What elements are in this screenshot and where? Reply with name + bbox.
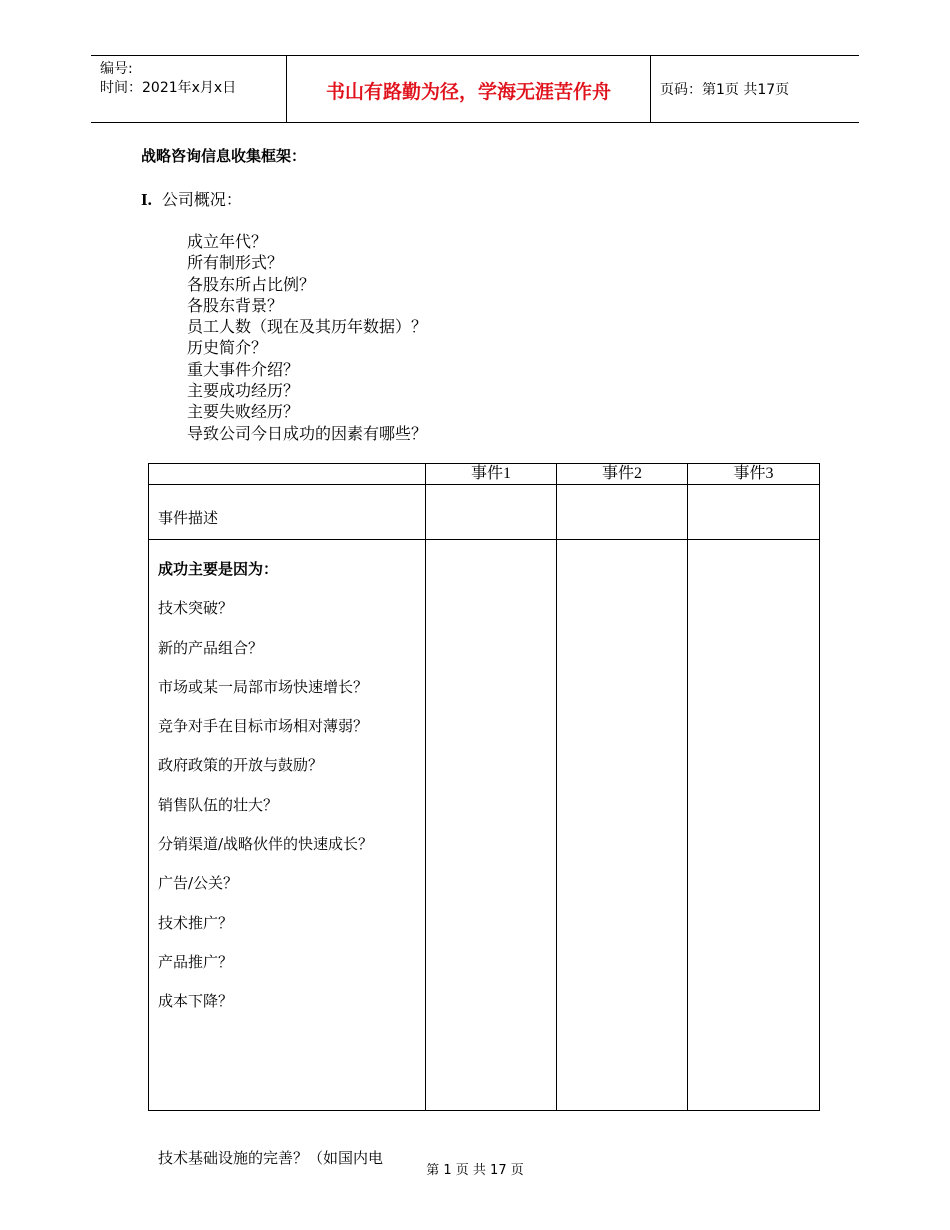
question-list (187, 231, 427, 444)
document-header (91, 55, 859, 123)
reasons-cell (149, 540, 426, 1167)
question-item: 员工人数（现在及其历年数据）？ (187, 317, 428, 337)
reason-item: 广告/公关？ (158, 874, 239, 893)
motto: 书山有路勤为径，学海无涯苦作舟 (325, 81, 611, 103)
question-item: 各股东所占比例？ (187, 274, 316, 294)
reason-item: 技术推广？ (158, 913, 234, 932)
reason-item: 新的产品组合？ (158, 638, 264, 657)
reason-item: 技术突破？ (158, 599, 234, 618)
event-analysis-table (148, 463, 820, 1167)
reason-item: 销售队伍的壮大？ (158, 795, 279, 814)
table-cell (426, 540, 557, 1111)
question-item: 所有制形式？ (187, 253, 284, 273)
table-cell (557, 540, 688, 1111)
table-header-row (149, 464, 820, 485)
reason-item: 成本下降？ (158, 992, 234, 1011)
document-title: 战略咨询信息收集框架： (141, 147, 307, 165)
column-header-event-1: 事件1 (426, 464, 557, 485)
header-meta-cell (91, 56, 286, 122)
time-label: 时间：2021年x月x日 (100, 80, 237, 96)
reason-spacer (158, 1030, 383, 1147)
table-cell (688, 485, 820, 540)
code-label: 编号: (100, 61, 133, 77)
reason-item: 竞争对手在目标市场相对薄弱？ (158, 717, 369, 736)
table-cell (426, 485, 557, 540)
column-header-blank (149, 464, 426, 485)
section-numeral: I. (141, 190, 152, 209)
reasons-heading: 成功主要是因为： (158, 560, 279, 578)
section-title: 公司概况： (161, 190, 242, 209)
column-header-event-2: 事件2 (557, 464, 688, 485)
column-header-event-3: 事件3 (688, 464, 820, 485)
reasons-list (158, 558, 383, 1186)
reason-item: 市场或某一局部市场快速增长？ (158, 677, 369, 696)
reason-item-continued: 技术基础设施的完善？（如国内电 (158, 1148, 384, 1167)
page-footer: 第 1 页 共 17 页 (426, 1163, 524, 1178)
description-label-cell (149, 485, 426, 540)
question-item: 历史简介？ (187, 338, 268, 358)
reason-item: 产品推广？ (158, 952, 234, 971)
header-page-cell (650, 56, 859, 122)
section-heading (141, 187, 242, 210)
question-item: 主要成功经历？ (187, 381, 300, 401)
question-item: 导致公司今日成功的因素有哪些？ (187, 423, 428, 443)
question-item: 主要失败经历？ (187, 402, 300, 422)
table-cell (557, 485, 688, 540)
question-item: 各股东背景？ (187, 295, 284, 315)
description-label: 事件描述 (158, 509, 219, 527)
table-row (149, 540, 820, 1111)
table-cell (688, 540, 820, 1111)
reason-item: 政府政策的开放与鼓励？ (158, 756, 324, 775)
reason-item: 分销渠道/战略伙伴的快速成长？ (158, 835, 374, 854)
question-item: 重大事件介绍？ (187, 359, 300, 379)
table-row (149, 485, 820, 540)
question-item: 成立年代？ (187, 232, 268, 251)
header-motto-cell (286, 56, 651, 122)
page-info: 页码：第1页 共17页 (660, 82, 790, 98)
